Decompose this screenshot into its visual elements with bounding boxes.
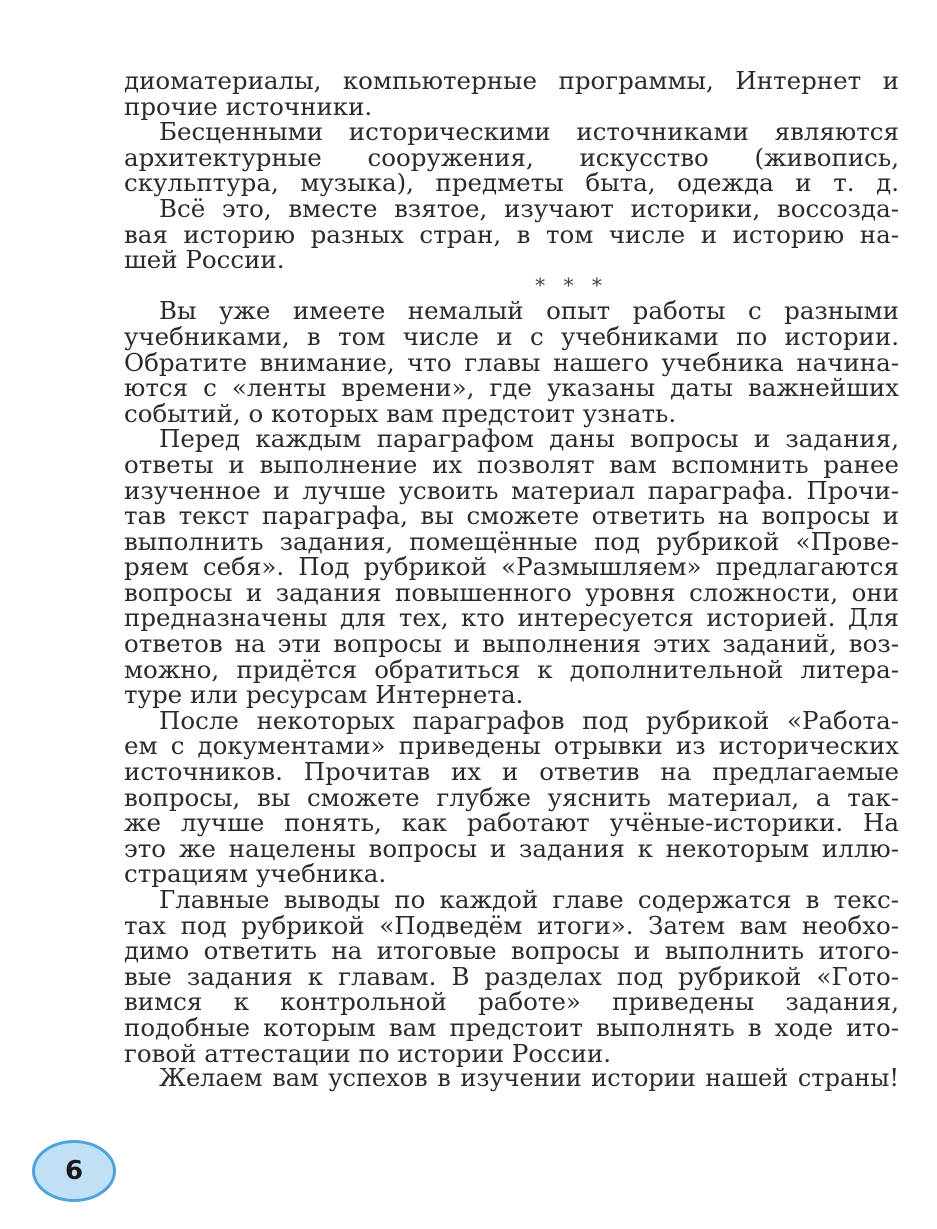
text-line: страциям учебника. bbox=[124, 859, 387, 889]
section-separator: * * * bbox=[535, 272, 608, 297]
text-line: вопросы, вы сможете глубже уяснить материал, а так- bbox=[124, 782, 899, 812]
text-line: Желаем вам успехов в изучении истории нашей страны! bbox=[159, 1064, 899, 1093]
text-line: Главные выводы по каждой главе содержатся в текс- bbox=[159, 885, 899, 914]
text-line: можно, придётся обратиться к дополнительной литера- bbox=[124, 654, 899, 684]
page-number: 6 bbox=[64, 1156, 84, 1186]
text-line: вимся к контрольной работе» приведены задания, bbox=[124, 987, 899, 1017]
text-line: прочие источники. bbox=[124, 91, 373, 121]
text-line: димо ответить на итоговые вопросы и выполнить итого- bbox=[124, 936, 899, 966]
text-line: туре или ресурсам Интернета. bbox=[124, 680, 524, 710]
text-line: источников. Прочитав их и ответив на предлагаемые bbox=[124, 757, 899, 787]
text-line: ем с документами» приведены отрывки из исторических bbox=[124, 731, 899, 761]
page-number-badge bbox=[32, 1140, 116, 1202]
text-line: ответов на эти вопросы и выполнения этих заданий, воз- bbox=[124, 629, 899, 659]
text-line: Вы уже имеете немалый опыт работы с разными bbox=[159, 296, 899, 326]
body-text bbox=[124, 68, 899, 1092]
text-line: выполнить задания, помещённые под рубрикой «Прове- bbox=[124, 526, 899, 556]
text-line: Бесценными историческими источниками являются bbox=[159, 117, 899, 147]
text-line: же лучше понять, как работают учёные-историки. На bbox=[124, 808, 899, 838]
text-line: учебниками, в том числе и с учебниками по истории. bbox=[124, 321, 899, 351]
text-line: архитектурные сооружения, искусство (живопись, bbox=[124, 142, 899, 172]
text-line: подобные которым вам предстоит выполнять в ходе ито- bbox=[124, 1012, 899, 1042]
text-line: диоматериалы, компьютерные программы, Интернет и bbox=[124, 66, 899, 95]
text-line: скульптура, музыка), предметы быта, одежда и т. д. bbox=[124, 168, 899, 198]
text-line: Перед каждым параграфом даны вопросы и задания, bbox=[159, 424, 899, 454]
text-line: Всё это, вместе взятое, изучают историки, воссозда- bbox=[159, 193, 899, 223]
text-line: тав текст параграфа, вы сможете ответить на вопросы и bbox=[124, 501, 899, 531]
text-line: предназначены для тех, кто интересуется историей. Для bbox=[124, 603, 899, 633]
text-line: Обратите внимание, что главы нашего учебника начина- bbox=[124, 347, 899, 377]
text-line: говой аттестации по истории России. bbox=[124, 1038, 612, 1068]
text-line: вопросы и задания повышенного уровня сложности, они bbox=[124, 577, 899, 607]
text-line: событий, о которых вам предстоит узнать. bbox=[124, 398, 677, 428]
text-line: ются с «ленты времени», где указаны даты важнейших bbox=[124, 373, 899, 403]
text-line: шей России. bbox=[124, 245, 285, 275]
text-line: ответы и выполнение их позволят вам вспомнить ранее bbox=[124, 449, 899, 479]
text-line: вые задания к главам. В разделах под рубрикой «Гото- bbox=[124, 961, 899, 991]
text-line: ряем себя». Под рубрикой «Размышляем» предлагаются bbox=[124, 552, 899, 582]
text-line: тах под рубрикой «Подведём итоги». Затем вам необхо- bbox=[124, 910, 899, 940]
text-line: изученное и лучше усвоить материал параграфа. Прочи- bbox=[124, 475, 899, 505]
text-line: вая историю разных стран, в том числе и историю на- bbox=[124, 219, 899, 249]
text-line: После некоторых параграфов под рубрикой «Работа- bbox=[159, 705, 899, 735]
text-line: это же нацелены вопросы и задания к некоторым иллю- bbox=[124, 833, 899, 863]
